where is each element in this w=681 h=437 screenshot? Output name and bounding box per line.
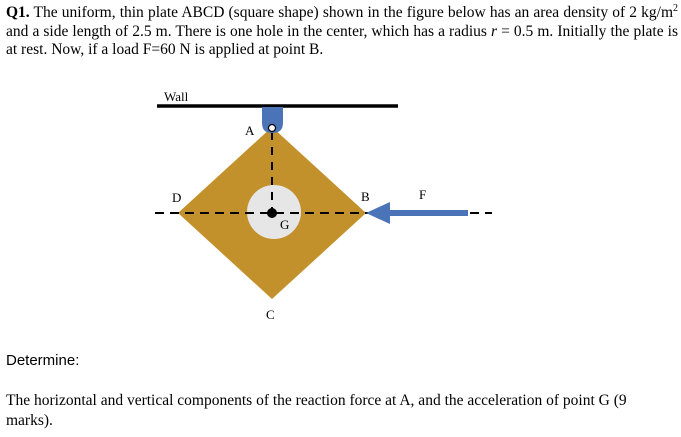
question-part-2: and a side length of 2.5 m. There is one hole in the center, which has a radius	[6, 22, 491, 40]
label-b: B	[361, 189, 370, 204]
wall-label: Wall	[164, 89, 189, 104]
determine-heading: Determine:	[6, 352, 80, 369]
question-number: Q1.	[6, 4, 30, 21]
label-c: C	[266, 307, 275, 322]
label-d: D	[172, 190, 182, 205]
task-text: The horizontal and vertical components of the reaction force at A, and the acceleration of point G (9 marks).	[6, 392, 627, 429]
label-a: A	[245, 123, 255, 138]
force-arrow-head	[366, 202, 390, 224]
label-f: F	[419, 187, 427, 202]
label-g: G	[280, 217, 290, 232]
center-of-mass-dot	[267, 208, 277, 218]
question-part-3: = 0.5 m. Initially the plate is at rest. Now, if a load F=60 N is applied at point B.	[6, 22, 678, 58]
pin-joint	[269, 125, 276, 132]
question-part-1: The uniform, thin plate ABCD (square shape) shown in the figure below has an area density of 2 kg/m	[29, 4, 673, 21]
area-exponent: 2	[673, 2, 678, 14]
radius-symbol: r	[490, 22, 498, 40]
